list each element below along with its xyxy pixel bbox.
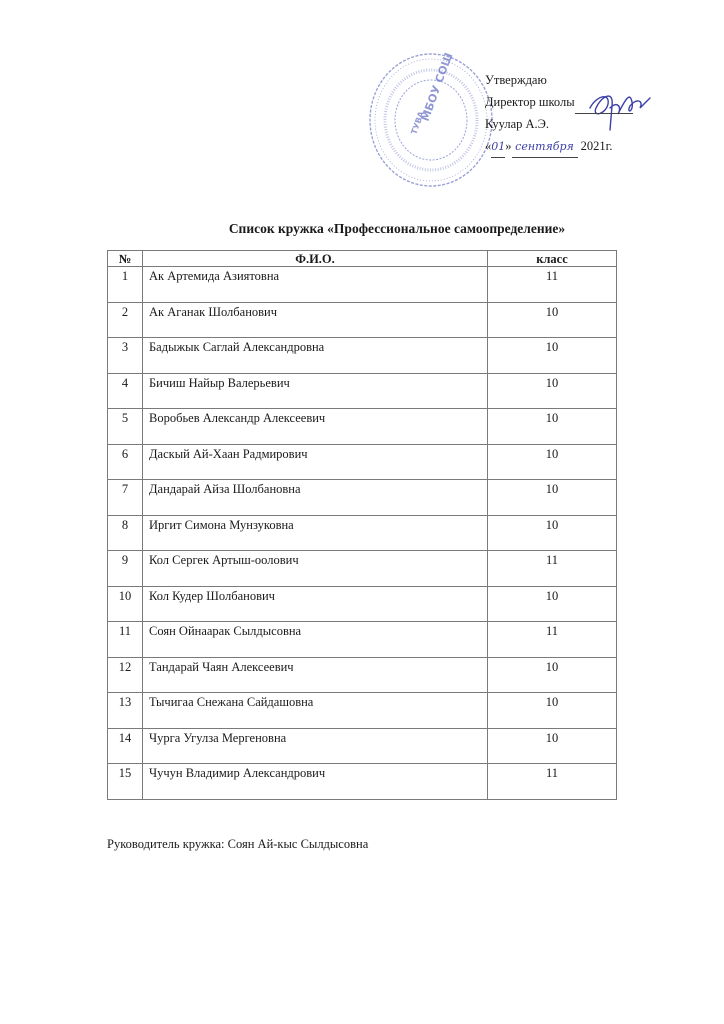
position-label: Директор школы [485,94,575,109]
approve-label: Утверждаю [485,73,547,87]
row-number: 6 [108,444,143,480]
club-leader-label: Руководитель кружка: [107,837,225,851]
row-number: 8 [108,515,143,551]
row-full-name: Иргит Симона Мунзуковна [143,515,488,551]
row-number: 4 [108,373,143,409]
date-close-quote: » [505,138,512,153]
row-grade: 10 [488,480,617,516]
row-number: 13 [108,693,143,729]
row-full-name: Дандарай Айза Шолбановна [143,480,488,516]
row-full-name: Бадыжык Саглай Александровна [143,338,488,374]
row-full-name: Чучун Владимир Александрович [143,764,488,800]
row-full-name: Соян Ойнаарак Сылдысовна [143,622,488,658]
table-row [108,657,617,693]
row-number: 14 [108,728,143,764]
header-grade: класс [488,251,617,267]
row-number: 3 [108,338,143,374]
row-full-name: Ак Артемида Азиятовна [143,267,488,303]
table-row [108,338,617,374]
table-row [108,764,617,800]
row-grade: 10 [488,586,617,622]
header-full-name: Ф.И.О. [143,251,488,267]
club-leader-name: Соян Ай-кыс Сылдысовна [227,837,369,851]
signature-line [575,92,633,115]
table-row [108,373,617,409]
table-row [108,586,617,622]
row-number: 5 [108,409,143,445]
header-number: № [108,251,143,267]
document-title: Список кружка «Профессиональное самоопределение» [228,221,566,236]
table-row [108,409,617,445]
stamp-center-text: МБОУ СОШ [418,50,456,124]
row-full-name: Тандарай Чаян Алексеевич [143,657,488,693]
table-row [108,693,617,729]
row-number: 9 [108,551,143,587]
row-number: 1 [108,267,143,303]
school-stamp [366,50,496,190]
row-grade: 10 [488,657,617,693]
row-full-name: Чурга Угулза Мергеновна [143,728,488,764]
row-full-name: Кол Кудер Шолбанович [143,586,488,622]
row-grade: 10 [488,409,617,445]
row-number: 11 [108,622,143,658]
table-row [108,515,617,551]
row-grade: 10 [488,444,617,480]
date-month: сентября [512,136,578,159]
table-row [108,728,617,764]
row-grade: 10 [488,302,617,338]
row-full-name: Даскый Ай-Хаан Радмирович [143,444,488,480]
date-year: 2021г. [580,138,613,153]
position-line [485,92,633,115]
row-grade: 10 [488,515,617,551]
row-grade: 10 [488,338,617,374]
row-full-name: Тычигаа Снежана Сайдашовна [143,693,488,729]
row-number: 12 [108,657,143,693]
row-grade: 11 [488,764,617,800]
row-number: 2 [108,302,143,338]
row-grade: 10 [488,693,617,729]
row-full-name: Ак Аганак Шолбанович [143,302,488,338]
date-open-quote: « [485,138,492,153]
row-number: 10 [108,586,143,622]
row-number: 15 [108,764,143,800]
table-row [108,444,617,480]
date-day: 01 [491,136,505,159]
row-full-name: Кол Сергек Артыш-оолович [143,551,488,587]
row-grade: 11 [488,267,617,303]
svg-text:ТУВА: ТУВА [409,110,427,136]
row-grade: 10 [488,373,617,409]
table-row [108,551,617,587]
table-row [108,302,617,338]
roster-table [107,250,617,800]
row-grade: 11 [488,622,617,658]
club-leader [107,837,368,852]
director-name: Куулар А.Э. [485,117,550,131]
row-full-name: Бичиш Найыр Валерьевич [143,373,488,409]
row-full-name: Воробьев Александр Алексеевич [143,409,488,445]
table-header-row [108,251,617,267]
approval-block [485,70,633,158]
table-row [108,267,617,303]
row-number: 7 [108,480,143,516]
approval-date [485,136,633,159]
table-row [108,622,617,658]
table-row [108,480,617,516]
row-grade: 11 [488,551,617,587]
row-grade: 10 [488,728,617,764]
